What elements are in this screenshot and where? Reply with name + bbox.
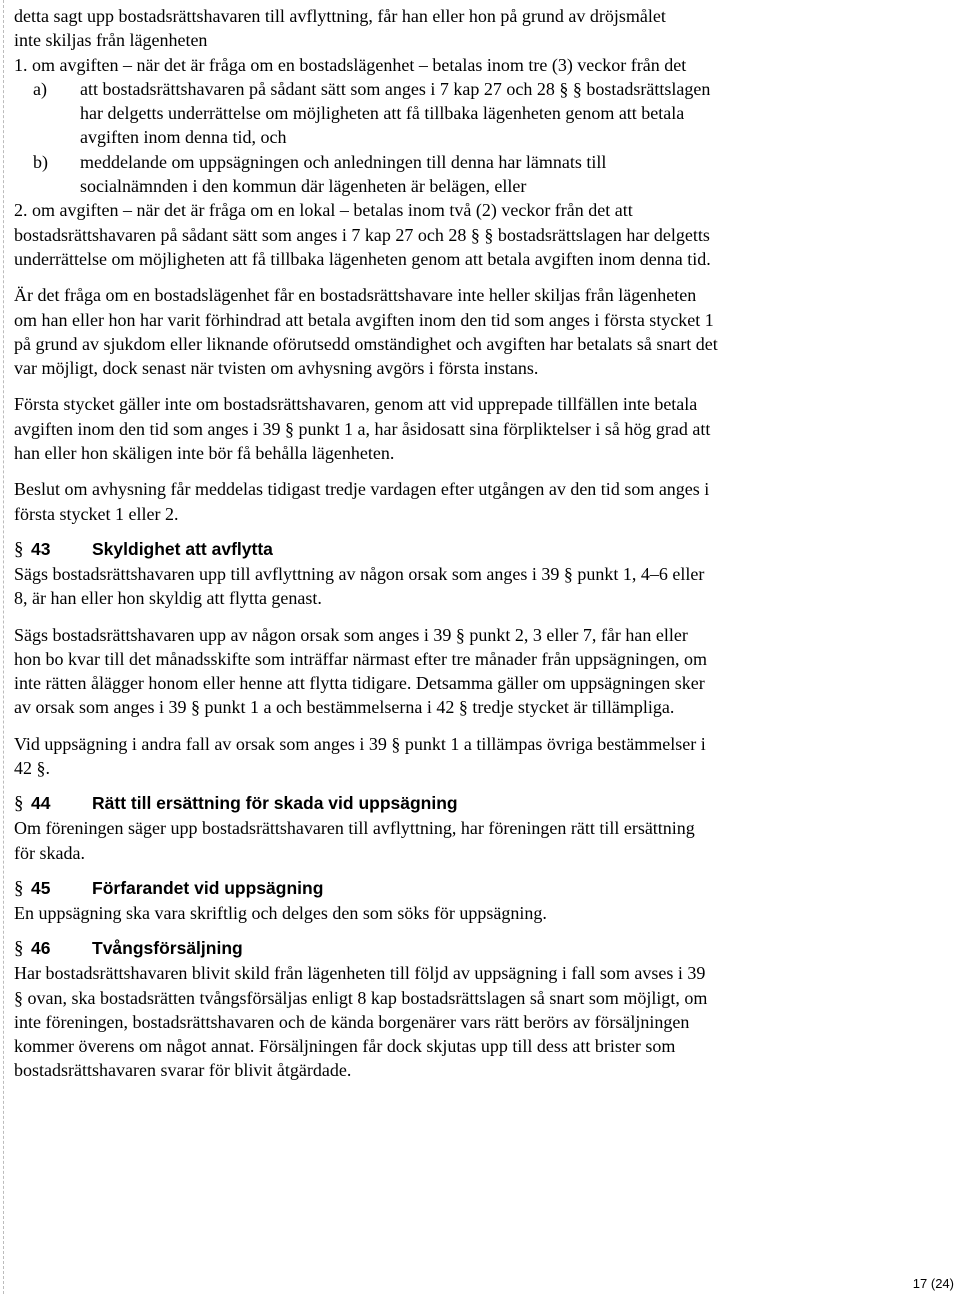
paragraph-sjukdom: Är det fråga om en bostadslägenhet får en bostadsrättshavare inte heller skiljas från lägenheten om han eller hon har varit förhindrad att betala avgiften inom den tid som anges i första stycket 1 på grund av sjukdom eller liknande oförutsedd omständighet och avgiften har betalats så snart det var möjligt, dock senast när tvisten om avhysning avgörs i första instans. xyxy=(14,285,718,379)
section-number: 43 xyxy=(31,538,51,559)
section-heading-45 xyxy=(14,876,944,901)
section-heading-46 xyxy=(14,936,944,961)
section-number: 45 xyxy=(31,877,51,898)
list-text: meddelande om uppsägningen och anledningen till denna har lämnats till socialnämnden i den kommun där lägenheten är belägen, eller xyxy=(80,151,607,197)
list-marker: b) xyxy=(33,151,48,172)
section-45-paragraph-1: En uppsägning ska vara skriftlig och delges den som söks för uppsägning. xyxy=(14,902,547,923)
section-symbol: § xyxy=(14,793,24,815)
section-43-paragraph-1: Sägs bostadsrättshavaren upp till avflyttning av någon orsak som anges i 39 § punkt 1, 4–6 eller 8, är han eller hon skyldig att flytta genast. xyxy=(14,563,705,609)
section-43-paragraph-2: Sägs bostadsrättshavaren upp av någon orsak som anges i 39 § punkt 2, 3 eller 7, får han eller hon bo kvar till det månadsskifte som inträffar närmast efter tre månader från uppsägningen, om inte rätten ålägger honom eller henne att flytta tidigare. Detsamma gäller om uppsägningen sker av orsak som anges i 39 § punkt 1 a och bestämmelserna i 42 § tredje stycket är tillämpliga. xyxy=(14,624,707,718)
section-heading-44 xyxy=(14,791,944,816)
section-46-paragraph-1: Har bostadsrättshavaren blivit skild från lägenheten till följd av uppsägning i fall som avses i 39 § ovan, ska bostadsrätten tvångsförsäljas enligt 8 kap bostadsrättslagen så snart som möjligt, om inte föreningen, bostadsrättshavaren och de kända borgenärer vars rätt berörs av försäljningen kommer överens om något annat. Försäljningen får dock skjutas upp till dess att brister som bostadsrättshavaren svarar för blivit åtgärdade. xyxy=(14,963,708,1081)
section-symbol: § xyxy=(14,538,24,560)
section-title: Förfarandet vid uppsägning xyxy=(92,877,324,898)
margin-rule xyxy=(3,0,4,1294)
document-page xyxy=(14,4,944,1083)
paragraph-forsta-stycket: Första stycket gäller inte om bostadsrättshavaren, genom att vid upprepade tillfällen inte betala avgiften inom den tid som anges i 39 § punkt 1 a, har åsidosatt sina förpliktelser i så hög grad att han eller hon skäligen inte bör få behålla lägenheten. xyxy=(14,394,711,464)
intro-paragraph: detta sagt upp bostadsrättshavaren till avflyttning, får han eller hon på grund av dröjsmålet inte skiljas från lägenheten xyxy=(14,6,666,51)
list-item-1a xyxy=(14,77,714,150)
list-item-2: 2. om avgiften – när det är fråga om en lokal – betalas inom två (2) veckor från det att bostadsrättshavaren på sådant sätt som anges i 7 kap 27 och 28 § § bostadsrättslagen har delgetts underrättelse om möjligheten att få tillbaka lägenheten genom att betala avgiften inom denna tid. xyxy=(14,200,711,269)
section-43-paragraph-3: Vid uppsägning i andra fall av orsak som anges i 39 § punkt 1 a tillämpas övriga bestämmelser i 42 §. xyxy=(14,733,706,779)
page-number: 17 (24) xyxy=(912,1276,954,1291)
list-marker: a) xyxy=(33,78,47,99)
section-44-paragraph-1: Om föreningen säger upp bostadsrättshavaren till avflyttning, har föreningen rätt till ersättning för skada. xyxy=(14,818,695,863)
list-item-1: 1. om avgiften – när det är fråga om en bostadslägenhet – betalas inom tre (3) veckor från det xyxy=(14,54,687,75)
section-symbol: § xyxy=(14,938,24,960)
list-text: att bostadsrättshavaren på sådant sätt som anges i 7 kap 27 och 28 § § bostadsrättslagen har delgetts underrättelse om möjligheten att få tillbaka lägenheten genom att betala avgiften inom denna tid, och xyxy=(80,78,711,148)
paragraph-beslut: Beslut om avhysning får meddelas tidigast tredje vardagen efter utgången av den tid som anges i första stycket 1 eller 2. xyxy=(14,479,710,524)
section-number: 44 xyxy=(31,793,51,814)
section-title: Rätt till ersättning för skada vid uppsägning xyxy=(92,793,458,814)
section-title: Skyldighet att avflytta xyxy=(92,538,273,559)
section-title: Tvångsförsäljning xyxy=(92,938,243,959)
list-item-1b xyxy=(14,150,714,199)
section-symbol: § xyxy=(14,877,24,899)
section-heading-43 xyxy=(14,537,944,562)
section-number: 46 xyxy=(31,938,51,959)
